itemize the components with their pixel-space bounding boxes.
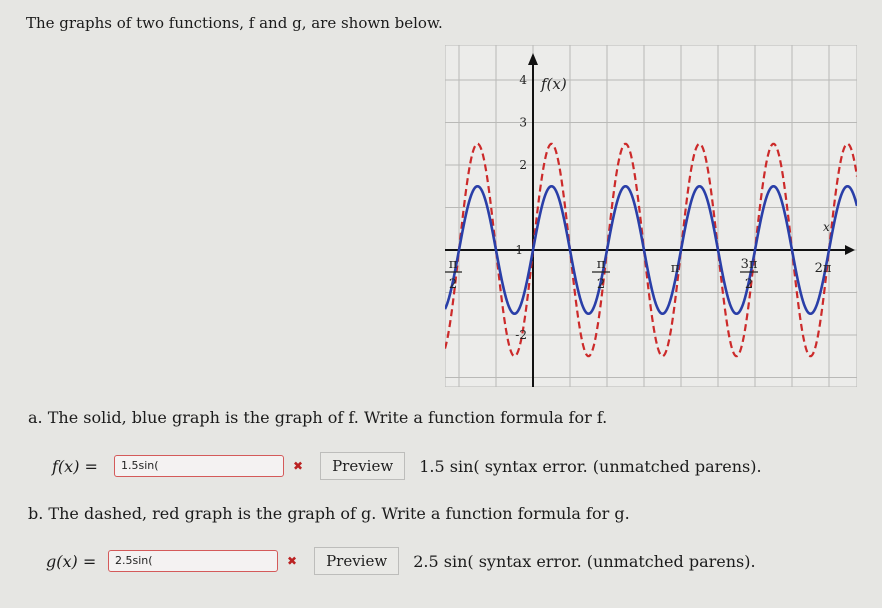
f-label: f(x) = (52, 456, 98, 476)
x-axis-label: x (823, 220, 830, 234)
x-tick-denominator: 2 (744, 277, 754, 292)
function-graph (445, 45, 857, 387)
x-tick-numerator: 3π (740, 257, 758, 272)
x-tick-label: 2π (814, 261, 832, 276)
y-axis-label: f(x) (541, 75, 567, 93)
g-preview-button[interactable]: Preview (314, 547, 399, 575)
g-preview-text: 2.5 sin( syntax error. (unmatched parens). (413, 551, 756, 571)
grid (445, 45, 857, 387)
y-tick-label: 4 (519, 73, 527, 87)
part-b-answer-row (46, 547, 756, 575)
f-preview-button[interactable]: Preview (320, 452, 405, 480)
intro-text: The graphs of two functions, f and g, are shown below. (26, 14, 443, 32)
g-label: g(x) = (46, 551, 97, 571)
f-preview-text: 1.5 sin( syntax error. (unmatched parens). (419, 456, 762, 476)
f-answer-input[interactable]: 1.5sin( (114, 455, 284, 477)
y-tick-label: 3 (519, 115, 527, 130)
x-tick-numerator: π (596, 257, 606, 272)
x-tick-label: π (670, 261, 680, 276)
error-x-icon: ✖ (293, 459, 304, 473)
g-answer-input[interactable]: 2.5sin( (108, 550, 278, 572)
part-a-question: a. The solid, blue graph is the graph of f. Write a function formula for f. (28, 408, 608, 427)
y-tick-label: 1 (515, 243, 523, 257)
error-x-icon: ✖ (287, 554, 298, 568)
x-tick-numerator: π (448, 257, 458, 272)
part-b-question: b. The dashed, red graph is the graph of g. Write a function formula for g. (28, 504, 630, 523)
x-tick-denominator: 2 (596, 277, 606, 292)
part-a-answer-row (52, 452, 762, 480)
y-tick-label: -2 (515, 328, 527, 342)
y-tick-label: 2 (519, 158, 527, 172)
x-tick-denominator: 2 (448, 277, 458, 292)
